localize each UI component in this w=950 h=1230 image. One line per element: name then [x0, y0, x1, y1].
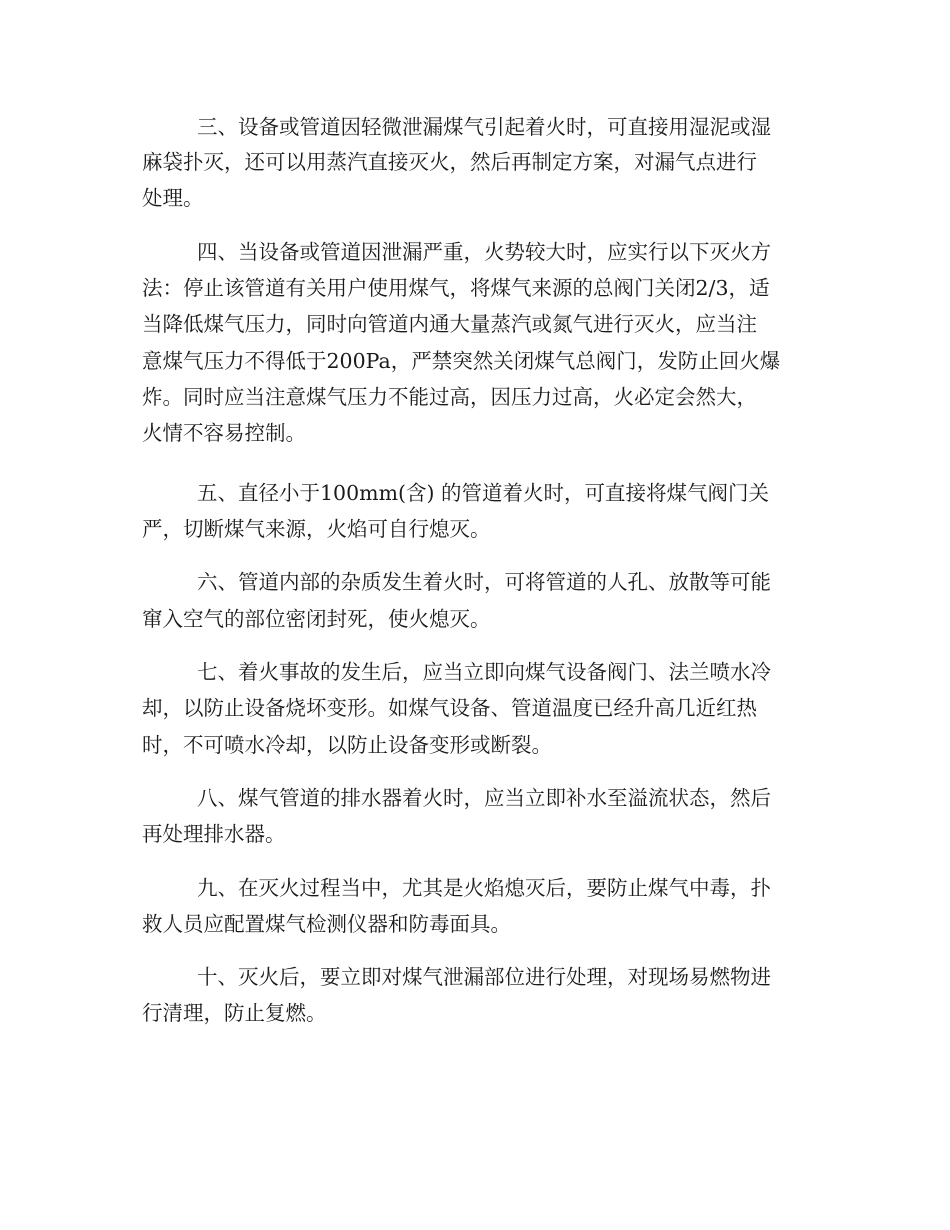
paragraph-line: 行清理，防止复燃。 — [142, 1001, 327, 1025]
paragraph-line: 处理。 — [142, 186, 204, 210]
paragraph-line: 却，以防止设备烧坏变形。如煤气设备、管道温度已经升高几近红热 — [142, 696, 757, 720]
paragraph-line: 五、直径小于100mm(含) 的管道着火时，可直接将煤气阀门关 — [197, 481, 770, 505]
paragraph-line: 再处理排水器。 — [142, 822, 286, 846]
paragraph-line: 当降低煤气压力，同时向管道内通大量蒸汽或氮气进行灭火，应当注 — [142, 312, 757, 336]
paragraph-line: 炸。同时应当注意煤气压力不能过高，因压力过高，火必定会然大， — [142, 385, 757, 409]
paragraph-line: 六、管道内部的杂质发生着火时，可将管道的人孔、放散等可能 — [197, 570, 771, 594]
paragraph-line: 十、灭火后，要立即对煤气泄漏部位进行处理，对现场易燃物进 — [197, 965, 771, 989]
paragraph-line: 时，不可喷水冷却，以防止设备变形或断裂。 — [142, 733, 552, 757]
paragraph-line: 九、在灭火过程当中，尤其是火焰熄灭后，要防止煤气中毒，扑 — [197, 876, 771, 900]
paragraph-line: 法：停止该管道有关用户使用煤气，将煤气来源的总阀门关闭2/3，适 — [142, 276, 770, 300]
paragraph-line: 三、设备或管道因轻微泄漏煤气引起着火时，可直接用湿泥或湿 — [197, 115, 771, 139]
paragraph-line: 四、当设备或管道因泄漏严重，火势较大时，应实行以下灭火方 — [197, 240, 771, 264]
paragraph-line: 窜入空气的部位密闭封死，使火熄灭。 — [142, 607, 491, 631]
paragraph-line: 救人员应配置煤气检测仪器和防毒面具。 — [142, 912, 511, 936]
paragraph-line: 严，切断煤气来源，火焰可自行熄灭。 — [142, 517, 491, 541]
paragraph-line: 七、着火事故的发生后，应当立即向煤气设备阀门、法兰喷水冷 — [197, 660, 771, 684]
paragraph-line: 意煤气压力不得低于200Pa，严禁突然关闭煤气总阀门，发防止回火爆 — [142, 349, 781, 373]
paragraph-line: 八、煤气管道的排水器着火时，应当立即补水至溢流状态，然后 — [197, 786, 771, 810]
paragraph-line: 火情不容易控制。 — [142, 421, 306, 445]
paragraph-line: 麻袋扑灭，还可以用蒸汽直接灭火，然后再制定方案，对漏气点进行 — [142, 150, 757, 174]
